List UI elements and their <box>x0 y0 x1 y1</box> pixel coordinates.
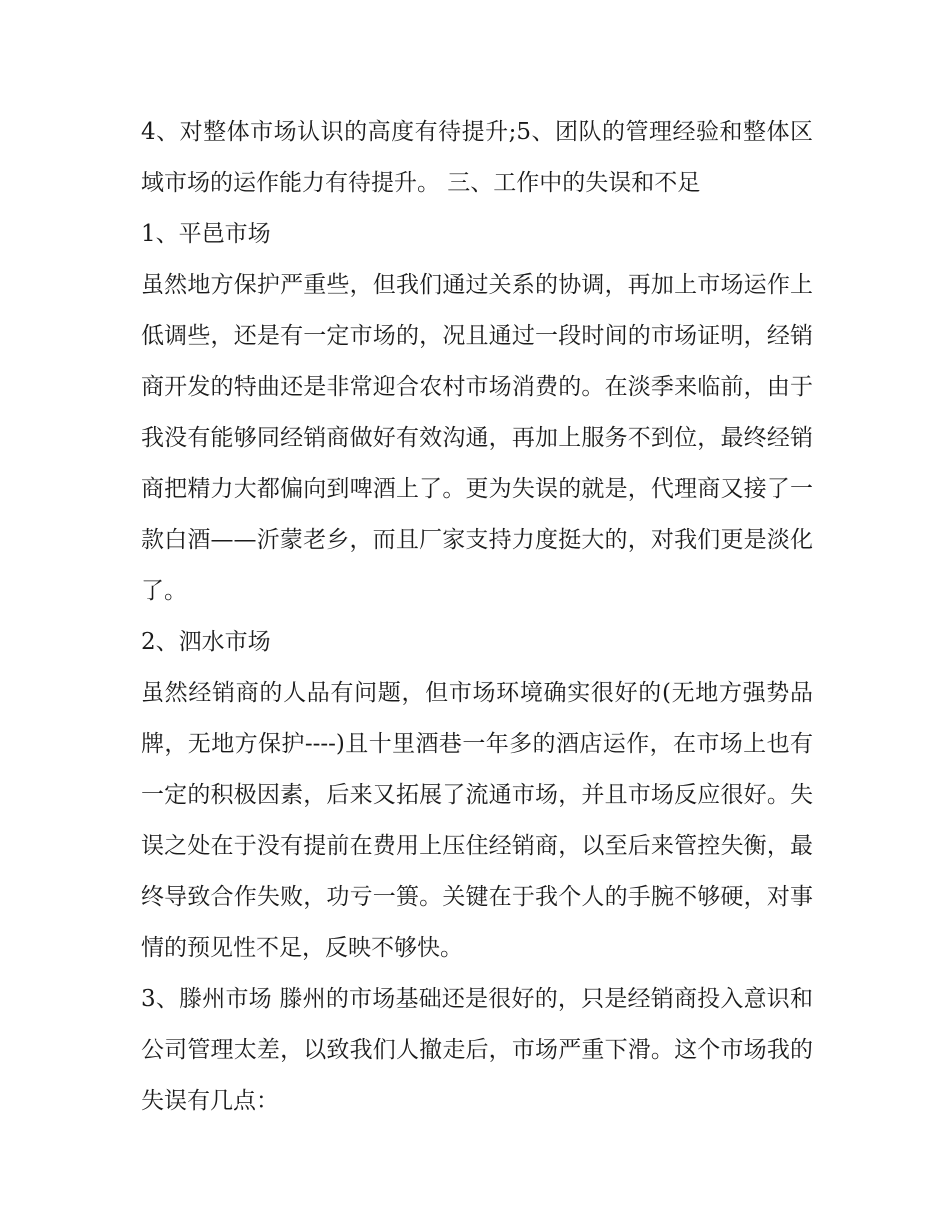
paragraph-tengzhou-market: 3、滕州市场 滕州的市场基础还是很好的，只是经销商投入意识和公司管理太差，以致我们人撤走后，市场严重下滑。这个市场我的失误有几点： <box>141 986 813 1114</box>
paragraph-sishui-market: 虽然经销商的人品有问题，但市场环境确实很好的(无地方强势品牌，无地方保护----)且十里酒巷一年多的酒店运作，在市场上也有一定的积极因素，后来又拓展了流通市场，并且市场反应很好。失误之处在于没有提前在费用上压住经销商，以至后来管控失衡，最终导致合作失败，功亏一篑。关键在于我个人的手腕不够硬，对事情的预见性不足，反映不够快。 <box>141 680 813 961</box>
document-body <box>141 107 813 1127</box>
paragraph-team-improvement: 4、对整体市场认识的高度有待提升;5、团队的管理经验和整体区域市场的运作能力有待提升。 三、工作中的失误和不足 <box>141 119 813 196</box>
heading-pingyi-market: 1、平邑市场 <box>141 221 271 247</box>
heading-sishui-market: 2、泗水市场 <box>141 629 271 655</box>
paragraph-pingyi-market: 虽然地方保护严重些，但我们通过关系的协调，再加上市场运作上低调些，还是有一定市场的，况且通过一段时间的市场证明，经销商开发的特曲还是非常迎合农村市场消费的。在淡季来临前，由于我没有能够同经销商做好有效沟通，再加上服务不到位，最终经销商把精力大都偏向到啤酒上了。更为失误的就是，代理商又接了一款白酒——沂蒙老乡，而且厂家支持力度挺大的，对我们更是淡化了。 <box>141 272 813 604</box>
